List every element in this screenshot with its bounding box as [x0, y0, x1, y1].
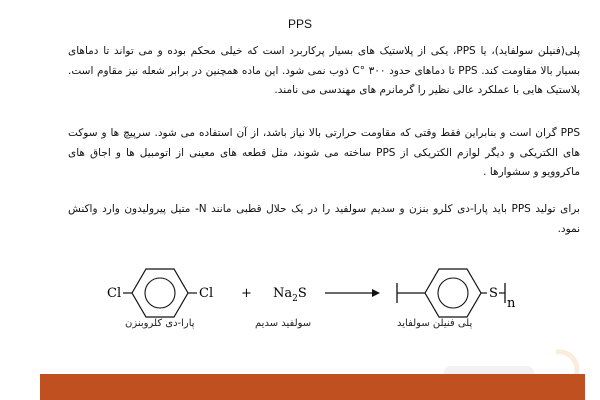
paragraph-synthesis: برای تولید PPS باید پارا-دی کلرو بنزن و سدیم سولفید را در یک حلال قطبی مانند N- متیل پیرولیدون وارد واکنش نمود.	[68, 203, 580, 235]
repeat-unit-n: n	[507, 296, 516, 311]
plus-sign: +	[241, 286, 252, 301]
paragraph-intro: پلی(فنیلن سولفاید)، یا PPS، یکی از پلاستیک های بسیار پرکاربرد است که خیلی محکم بوده و می تواند تا دماهای بسیار بالا مقاومت کند. PPS تا دماهای حدود ۳۰۰ °C ذوب نمی شود. این ماده همچنین در برابر شعله نیز مقاوم است. پلاستیک هایی با عملکرد عالی نظیر را گرمانرم های مهندسی می نامند.	[68, 45, 580, 96]
reaction-scheme	[0, 255, 600, 345]
caption-sodium-sulfide: سولفید سدیم	[255, 318, 312, 329]
footer-band	[40, 374, 585, 400]
caption-dichlorobenzene: پارا-دی کلروبنزن	[125, 318, 195, 329]
sodium-sulfide-formula: $Na_2S$	[273, 286, 307, 304]
polymer-structure	[397, 269, 516, 317]
product-sulfur: S	[489, 286, 498, 301]
left-chlorine: Cl	[107, 286, 122, 301]
caption-polyphenylene-sulfide: پلی فنیلن سولفاید	[397, 318, 473, 329]
slide-title: PPS	[287, 17, 312, 31]
paragraph-usage: PPS گران است و بنابراین فقط وقتی که مقاومت حرارتی بالا نیاز باشد، از آن استفاده می شود. سرپیچ ها و سوکت های الکتریکی و دیگر لوازم الکتریکی از PPS ساخته می شوند، مثل قطعه های معینی از اتومبیل ها و اجاق های ماکروویو و سشوارها .	[68, 127, 580, 178]
right-chlorine: Cl	[199, 286, 214, 301]
benzene-ring-left	[132, 269, 188, 317]
benzene-ring-product	[425, 269, 481, 317]
dichlorobenzene-structure	[107, 269, 213, 317]
